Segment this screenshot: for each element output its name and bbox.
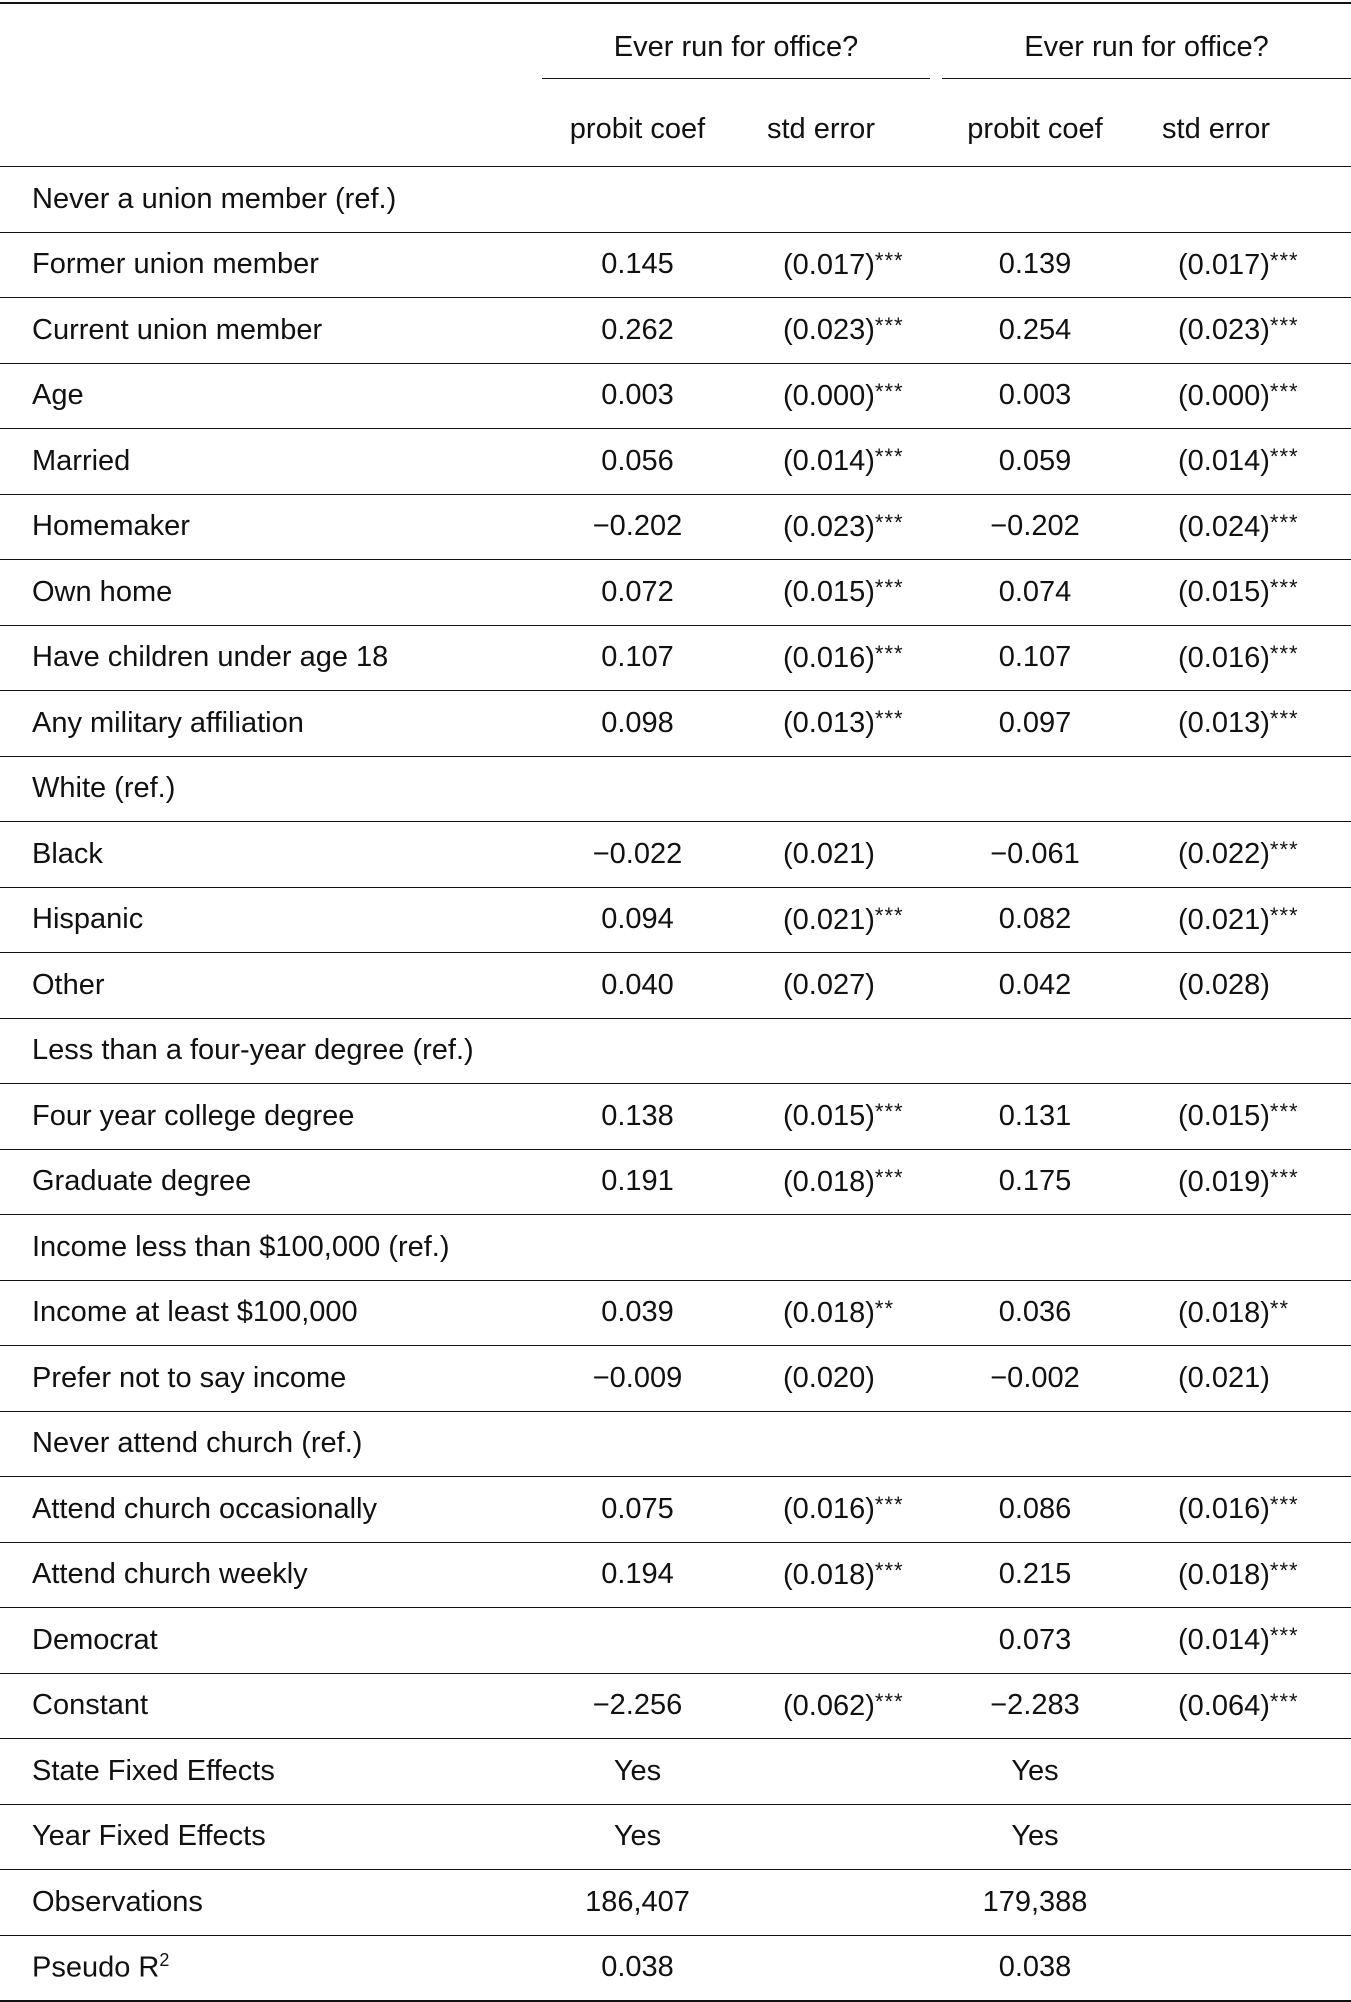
std-error-2 (1140, 560, 1351, 626)
probit-coef-2: 0.059 (930, 429, 1140, 495)
probit-coef-1: 0.145 (530, 232, 745, 298)
std-error-value: (0.027) (783, 969, 875, 1002)
probit-coef-1: Yes (530, 1804, 745, 1870)
std-error-1 (745, 691, 930, 757)
significance-stars: *** (1269, 1688, 1299, 1714)
probit-coef-2 (930, 1215, 1140, 1281)
std-error-2 (1140, 887, 1351, 953)
probit-coef-2: −0.002 (930, 1346, 1140, 1412)
probit-coef-2 (930, 167, 1140, 233)
row-label (0, 1149, 530, 1215)
std-error-value: (0.016) (783, 1493, 875, 1526)
std-error-2 (1140, 756, 1351, 822)
significance-stars: *** (1269, 313, 1299, 339)
column-group-2-label: Ever run for office? (942, 31, 1351, 79)
probit-coef-2 (930, 1018, 1140, 1084)
std-error-value: (0.023) (783, 510, 875, 543)
probit-coef-1: 0.107 (530, 625, 745, 691)
significance-stars: *** (874, 575, 904, 601)
std-error-value: (0.062) (783, 1689, 875, 1722)
std-error-value: (0.021) (783, 903, 875, 936)
header-row-subcolumns (0, 92, 1351, 167)
significance-stars: *** (874, 509, 904, 535)
probit-coef-2: 0.175 (930, 1149, 1140, 1215)
table-row (0, 1477, 1351, 1543)
significance-stars: *** (874, 640, 904, 666)
probit-coef-2: −0.061 (930, 822, 1140, 888)
probit-coef-2: 0.003 (930, 363, 1140, 429)
table-row (0, 1149, 1351, 1215)
row-label-text: Attend church weekly (32, 1558, 308, 1591)
probit-coef-1: 0.191 (530, 1149, 745, 1215)
std-error-2 (1140, 625, 1351, 691)
table-row (0, 1411, 1351, 1477)
probit-coef-2: −0.202 (930, 494, 1140, 560)
row-label (0, 298, 530, 364)
std-error-value: (0.000) (783, 379, 875, 412)
table-row (0, 429, 1351, 495)
probit-coef-1 (530, 1608, 745, 1674)
std-error-2 (1140, 1935, 1351, 2001)
probit-coef-1: 0.138 (530, 1084, 745, 1150)
row-label-text: Have children under age 18 (32, 641, 389, 674)
probit-coef-1: 0.039 (530, 1280, 745, 1346)
std-error-value: (0.018) (783, 1558, 875, 1591)
std-error-1 (745, 1346, 930, 1412)
row-label-text: Year Fixed Effects (32, 1820, 266, 1853)
probit-coef-1: 0.098 (530, 691, 745, 757)
probit-coef-2: Yes (930, 1804, 1140, 1870)
std-error-1 (745, 1870, 930, 1936)
probit-coef-1: 0.094 (530, 887, 745, 953)
std-error-value: (0.015) (783, 576, 875, 609)
table-row (0, 232, 1351, 298)
row-label-text: White (ref.) (32, 772, 176, 805)
probit-coef-1: 0.038 (530, 1935, 745, 2001)
std-error-2 (1140, 429, 1351, 495)
std-error-1 (745, 1411, 930, 1477)
header-row-groups (0, 3, 1351, 92)
std-error-value: (0.021) (783, 838, 875, 871)
std-error-value: (0.016) (783, 641, 875, 674)
std-error-2 (1140, 1673, 1351, 1739)
significance-stars: *** (874, 444, 904, 470)
row-label (0, 1084, 530, 1150)
std-error-value: (0.016) (1178, 641, 1270, 674)
row-label (0, 1608, 530, 1674)
row-label-text: Pseudo R (32, 1952, 160, 1985)
probit-coef-2: 0.131 (930, 1084, 1140, 1150)
probit-coef-2: 0.042 (930, 953, 1140, 1019)
std-error-2 (1140, 167, 1351, 233)
table-row (0, 691, 1351, 757)
std-error-value: (0.022) (1178, 838, 1270, 871)
std-error-2 (1140, 1804, 1351, 1870)
probit-coef-1 (530, 1018, 745, 1084)
row-label-text: Four year college degree (32, 1099, 355, 1132)
significance-stars: *** (874, 1557, 904, 1583)
table-row (0, 1870, 1351, 1936)
probit-coef-2: 0.254 (930, 298, 1140, 364)
std-error-1 (745, 429, 930, 495)
significance-stars: *** (1269, 509, 1299, 535)
std-error-1 (745, 1935, 930, 2001)
significance-stars: *** (874, 378, 904, 404)
table-row (0, 1739, 1351, 1805)
table-row (0, 756, 1351, 822)
subheader-probit-coef-1: probit coef (530, 92, 745, 167)
row-label-text: Own home (32, 575, 173, 608)
std-error-value: (0.021) (1178, 1362, 1270, 1395)
row-label-superscript: 2 (159, 1950, 170, 1971)
row-label-text: Any military affiliation (32, 706, 304, 739)
probit-coef-2 (930, 756, 1140, 822)
table-row (0, 494, 1351, 560)
probit-coef-1: 0.072 (530, 560, 745, 626)
std-error-1 (745, 756, 930, 822)
significance-stars: *** (1269, 902, 1299, 928)
row-label (0, 822, 530, 888)
significance-stars: *** (874, 1688, 904, 1714)
std-error-value: (0.018) (1178, 1296, 1270, 1329)
probit-coef-1: 0.194 (530, 1542, 745, 1608)
probit-coef-1: 186,407 (530, 1870, 745, 1936)
probit-coef-2: 0.074 (930, 560, 1140, 626)
row-label (0, 1411, 530, 1477)
row-label (0, 167, 530, 233)
table-row (0, 1673, 1351, 1739)
significance-stars: *** (1269, 1557, 1299, 1583)
table-row (0, 1608, 1351, 1674)
std-error-1 (745, 1673, 930, 1739)
significance-stars: *** (874, 313, 904, 339)
significance-stars: *** (1269, 444, 1299, 470)
probit-coef-1: −0.009 (530, 1346, 745, 1412)
probit-coef-1 (530, 1215, 745, 1281)
header-empty-cell (0, 92, 530, 167)
row-label-text: Hispanic (32, 903, 144, 936)
std-error-1 (745, 1477, 930, 1543)
significance-stars: *** (1269, 1492, 1299, 1518)
significance-stars: *** (874, 1099, 904, 1125)
std-error-1 (745, 298, 930, 364)
row-label (0, 494, 530, 560)
std-error-2 (1140, 1215, 1351, 1281)
std-error-2 (1140, 1018, 1351, 1084)
row-label (0, 756, 530, 822)
probit-coef-1: 0.003 (530, 363, 745, 429)
std-error-value: (0.023) (783, 314, 875, 347)
row-label-text: Prefer not to say income (32, 1361, 347, 1394)
row-label (0, 232, 530, 298)
std-error-value: (0.028) (1178, 969, 1270, 1002)
significance-stars: *** (874, 247, 904, 273)
row-label-text: Other (32, 968, 105, 1001)
row-label (0, 625, 530, 691)
std-error-2 (1140, 691, 1351, 757)
table-row (0, 560, 1351, 626)
std-error-2 (1140, 494, 1351, 560)
table-row (0, 1084, 1351, 1150)
row-label-text: Income at least $100,000 (32, 1296, 358, 1329)
table-body (0, 167, 1351, 2002)
std-error-value: (0.024) (1178, 510, 1270, 543)
std-error-1 (745, 822, 930, 888)
table-row (0, 1018, 1351, 1084)
row-label-text: Graduate degree (32, 1165, 252, 1198)
significance-stars: *** (1269, 706, 1299, 732)
regression-table (0, 2, 1351, 2002)
std-error-1 (745, 1608, 930, 1674)
std-error-value: (0.014) (783, 445, 875, 478)
row-label-text: Observations (32, 1885, 203, 1918)
std-error-1 (745, 1542, 930, 1608)
row-label (0, 1542, 530, 1608)
std-error-1 (745, 1215, 930, 1281)
probit-coef-2: 0.036 (930, 1280, 1140, 1346)
std-error-1 (745, 1084, 930, 1150)
row-label (0, 1870, 530, 1936)
significance-stars: *** (1269, 1099, 1299, 1125)
significance-stars: *** (1269, 575, 1299, 601)
probit-coef-1 (530, 756, 745, 822)
row-label-text: Income less than $100,000 (ref.) (32, 1230, 450, 1263)
probit-coef-1: −2.256 (530, 1673, 745, 1739)
significance-stars: *** (874, 902, 904, 928)
row-label (0, 1346, 530, 1412)
std-error-value: (0.015) (783, 1100, 875, 1133)
row-label (0, 887, 530, 953)
std-error-1 (745, 1280, 930, 1346)
std-error-1 (745, 232, 930, 298)
std-error-2 (1140, 953, 1351, 1019)
std-error-1 (745, 1149, 930, 1215)
std-error-value: (0.017) (1178, 248, 1270, 281)
table-row (0, 1215, 1351, 1281)
probit-coef-1: 0.056 (530, 429, 745, 495)
std-error-2 (1140, 1870, 1351, 1936)
table-row (0, 298, 1351, 364)
std-error-1 (745, 625, 930, 691)
std-error-value: (0.021) (1178, 903, 1270, 936)
probit-coef-2: 0.073 (930, 1608, 1140, 1674)
table-row (0, 625, 1351, 691)
std-error-1 (745, 953, 930, 1019)
significance-stars: *** (1269, 378, 1299, 404)
probit-coef-1: 0.075 (530, 1477, 745, 1543)
std-error-2 (1140, 1477, 1351, 1543)
row-label (0, 691, 530, 757)
std-error-value: (0.018) (783, 1165, 875, 1198)
std-error-2 (1140, 1608, 1351, 1674)
subheader-std-error-2: std error (1140, 92, 1351, 167)
probit-coef-1: 0.262 (530, 298, 745, 364)
probit-coef-2: 0.097 (930, 691, 1140, 757)
std-error-2 (1140, 232, 1351, 298)
row-label-text: Constant (32, 1689, 149, 1722)
row-label (0, 1018, 530, 1084)
significance-stars: ** (874, 1295, 895, 1321)
row-label-text: Democrat (32, 1623, 158, 1656)
significance-stars: *** (1269, 837, 1299, 863)
std-error-1 (745, 167, 930, 233)
std-error-value: (0.015) (1178, 1100, 1270, 1133)
std-error-value: (0.020) (783, 1362, 875, 1395)
std-error-1 (745, 363, 930, 429)
probit-coef-2: 179,388 (930, 1870, 1140, 1936)
std-error-value: (0.016) (1178, 1493, 1270, 1526)
std-error-value: (0.017) (783, 248, 875, 281)
probit-coef-2: −2.283 (930, 1673, 1140, 1739)
std-error-value: (0.013) (1178, 707, 1270, 740)
row-label (0, 1215, 530, 1281)
row-label-text: Current union member (32, 313, 323, 346)
table-row (0, 1542, 1351, 1608)
table-row (0, 887, 1351, 953)
std-error-value: (0.014) (1178, 1624, 1270, 1657)
significance-stars: *** (1269, 1623, 1299, 1649)
row-label (0, 1673, 530, 1739)
std-error-1 (745, 1804, 930, 1870)
probit-coef-2: 0.107 (930, 625, 1140, 691)
probit-coef-2: 0.082 (930, 887, 1140, 953)
probit-coef-1: 0.040 (530, 953, 745, 1019)
std-error-value: (0.014) (1178, 445, 1270, 478)
std-error-2 (1140, 1346, 1351, 1412)
probit-coef-1: −0.022 (530, 822, 745, 888)
row-label-text: Married (32, 444, 131, 477)
std-error-value: (0.015) (1178, 576, 1270, 609)
row-label-text: Never attend church (ref.) (32, 1427, 363, 1460)
row-label-text: Less than a four-year degree (ref.) (32, 1034, 474, 1067)
row-label-text: Age (32, 379, 84, 412)
probit-coef-2: 0.139 (930, 232, 1140, 298)
row-label (0, 1280, 530, 1346)
std-error-2 (1140, 363, 1351, 429)
subheader-std-error-1: std error (745, 92, 930, 167)
std-error-value: (0.000) (1178, 379, 1270, 412)
significance-stars: *** (874, 1164, 904, 1190)
row-label-text: Never a union member (ref.) (32, 182, 397, 215)
significance-stars: *** (1269, 1164, 1299, 1190)
significance-stars: *** (1269, 640, 1299, 666)
std-error-2 (1140, 1084, 1351, 1150)
probit-coef-1: Yes (530, 1739, 745, 1805)
table-row (0, 363, 1351, 429)
probit-coef-1: −0.202 (530, 494, 745, 560)
std-error-1 (745, 494, 930, 560)
std-error-2 (1140, 298, 1351, 364)
probit-coef-2 (930, 1411, 1140, 1477)
table-row (0, 1935, 1351, 2001)
std-error-2 (1140, 1149, 1351, 1215)
std-error-2 (1140, 822, 1351, 888)
row-label (0, 1477, 530, 1543)
row-label-text: Attend church occasionally (32, 1492, 377, 1525)
std-error-value: (0.019) (1178, 1165, 1270, 1198)
probit-coef-2: 0.038 (930, 1935, 1140, 2001)
table-row (0, 1280, 1351, 1346)
header-empty-cell (0, 3, 530, 92)
row-label-text: State Fixed Effects (32, 1754, 275, 1787)
probit-coef-1 (530, 1411, 745, 1477)
significance-stars: *** (874, 1492, 904, 1518)
column-group-1-label: Ever run for office? (542, 31, 930, 79)
std-error-1 (745, 1018, 930, 1084)
table-row (0, 953, 1351, 1019)
std-error-value: (0.018) (783, 1296, 875, 1329)
row-label (0, 560, 530, 626)
std-error-2 (1140, 1542, 1351, 1608)
row-label (0, 1739, 530, 1805)
row-label (0, 1804, 530, 1870)
table-row (0, 167, 1351, 233)
table-row (0, 1804, 1351, 1870)
std-error-value: (0.013) (783, 707, 875, 740)
row-label (0, 429, 530, 495)
subheader-probit-coef-2: probit coef (930, 92, 1140, 167)
table-row (0, 1346, 1351, 1412)
significance-stars: ** (1269, 1295, 1290, 1321)
row-label-text: Black (32, 837, 103, 870)
table-row (0, 822, 1351, 888)
std-error-value: (0.023) (1178, 314, 1270, 347)
row-label (0, 953, 530, 1019)
std-error-2 (1140, 1739, 1351, 1805)
std-error-1 (745, 887, 930, 953)
probit-coef-1 (530, 167, 745, 233)
std-error-2 (1140, 1411, 1351, 1477)
std-error-value: (0.064) (1178, 1689, 1270, 1722)
significance-stars: *** (874, 706, 904, 732)
std-error-1 (745, 1739, 930, 1805)
row-label-text: Former union member (32, 248, 319, 281)
std-error-value: (0.018) (1178, 1558, 1270, 1591)
significance-stars: *** (1269, 247, 1299, 273)
probit-coef-2: 0.215 (930, 1542, 1140, 1608)
std-error-1 (745, 560, 930, 626)
probit-coef-2: 0.086 (930, 1477, 1140, 1543)
row-label (0, 1935, 530, 2001)
column-group-1 (530, 3, 930, 92)
probit-coef-2: Yes (930, 1739, 1140, 1805)
row-label (0, 363, 530, 429)
std-error-2 (1140, 1280, 1351, 1346)
column-group-2 (930, 3, 1351, 92)
row-label-text: Homemaker (32, 510, 190, 543)
